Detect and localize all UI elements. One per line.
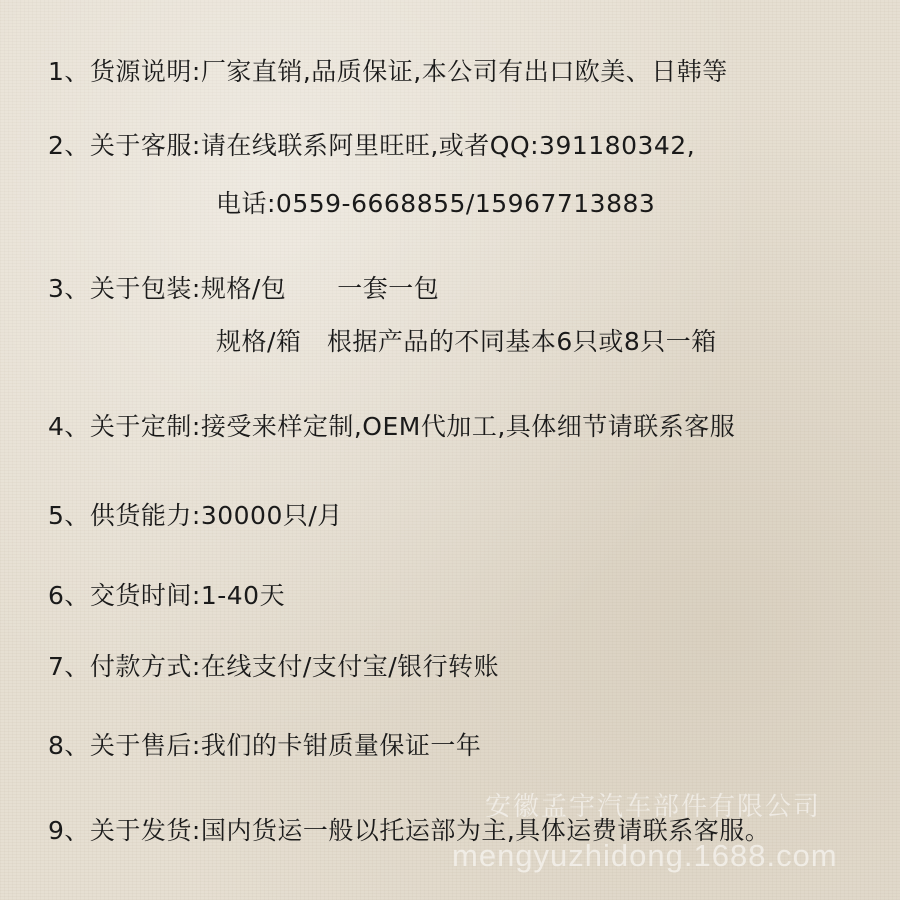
item-after-sales: 8、关于售后:我们的卡钳质量保证一年 — [48, 731, 482, 760]
watermark-company: 安徽孟宇汽车部件有限公司 — [485, 791, 822, 821]
item-phone: 电话:0559-6668855/15967713883 — [216, 189, 656, 218]
item-shipping: 9、关于发货:国内货运一般以托运部为主,具体运费请联系客服。 — [48, 816, 771, 845]
item-packaging-bag: 3、关于包装:规格/包 一套一包 — [48, 274, 440, 303]
item-packaging-box: 规格/箱 根据产品的不同基本6只或8只一箱 — [216, 327, 717, 356]
item-customer-service: 2、关于客服:请在线联系阿里旺旺,或者QQ:391180342, — [48, 131, 696, 160]
item-customization: 4、关于定制:接受来样定制,OEM代加工,具体细节请联系客服 — [48, 412, 736, 441]
item-payment: 7、付款方式:在线支付/支付宝/银行转账 — [48, 652, 500, 681]
item-delivery-time: 6、交货时间:1-40天 — [48, 581, 286, 610]
item-source: 1、货源说明:厂家直销,品质保证,本公司有出口欧美、日韩等 — [48, 57, 728, 86]
watermark-url: mengyuzhidong.1688.com — [452, 838, 838, 873]
item-supply-capacity: 5、供货能力:30000只/月 — [48, 501, 343, 530]
